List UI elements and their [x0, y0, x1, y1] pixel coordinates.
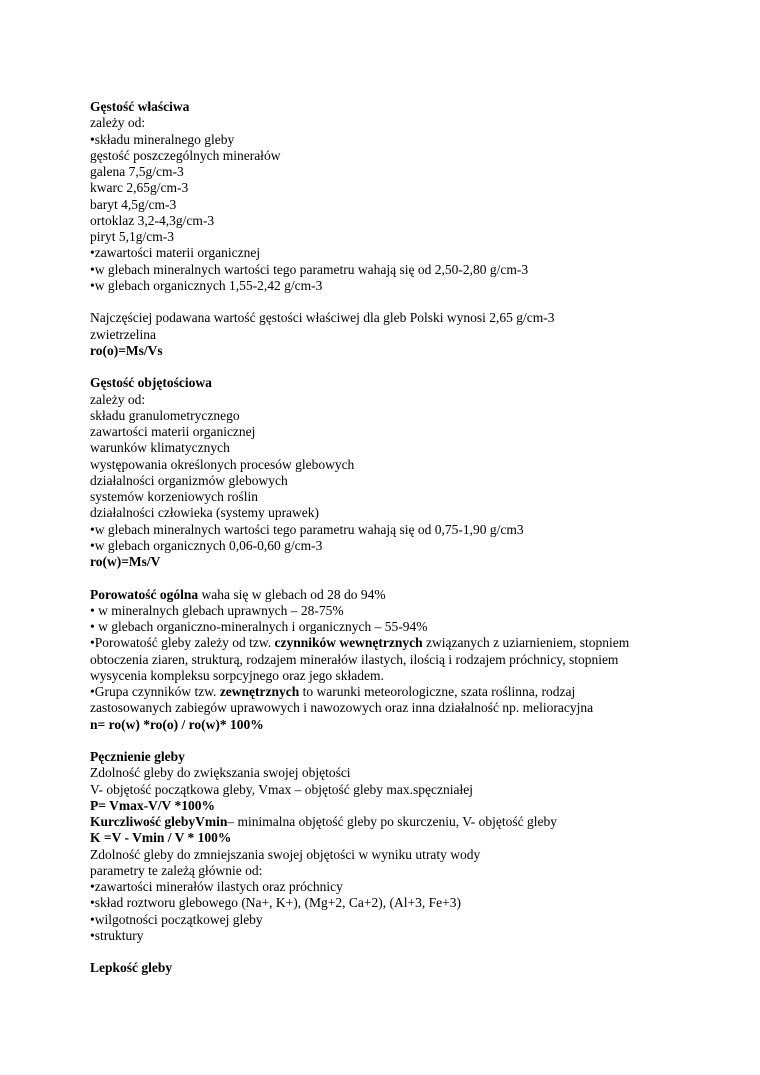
- text-line: [90, 294, 690, 310]
- text-run: V- objętość początkowa gleby, Vmax – objętość gleby max.spęczniałej: [90, 781, 474, 797]
- text-line: [90, 782, 690, 798]
- text-line: [90, 505, 690, 521]
- text-line: [90, 132, 690, 148]
- text-line: [90, 424, 690, 440]
- text-run: baryt 4,5g/cm-3: [90, 196, 177, 212]
- text-line: [90, 847, 690, 863]
- text-line: [90, 229, 690, 245]
- text-line: [90, 652, 690, 668]
- text-run: •wilgotności początkowej gleby: [90, 911, 263, 927]
- bold-text-run: Kurczliwość gleby: [90, 814, 196, 829]
- text-line: [90, 310, 690, 326]
- text-line: [90, 148, 690, 164]
- text-line: [90, 245, 690, 261]
- text-line: [90, 700, 690, 716]
- text-run: •struktury: [90, 927, 144, 943]
- text-run: • w glebach organiczno-mineralnych i organicznych – 55-94%: [90, 619, 428, 634]
- text-line: [90, 522, 690, 538]
- text-run: występowania określonych procesów glebowych: [90, 456, 355, 472]
- text-line: [90, 164, 690, 180]
- text-run: zależy od:: [90, 391, 146, 407]
- text-run: wysycenia kompleksu sorpcyjnego oraz jego składem.: [90, 667, 384, 683]
- document-text: [90, 99, 690, 977]
- text-line: [90, 863, 690, 879]
- text-line: [90, 960, 690, 976]
- text-line: [90, 213, 690, 229]
- text-line: [90, 570, 690, 586]
- text-line: [90, 278, 690, 294]
- text-line: [90, 538, 690, 554]
- text-run: zwietrzelina: [90, 326, 156, 342]
- text-line: [90, 879, 690, 895]
- text-run: •zawartości materii organicznej: [90, 245, 261, 261]
- text-line: [90, 798, 690, 814]
- text-line: [90, 375, 690, 391]
- text-run: •Porowatość gleby zależy od tzw.: [90, 635, 275, 651]
- text-line: [90, 733, 690, 749]
- text-line: [90, 635, 690, 651]
- text-run: działalności organizmów glebowych: [90, 472, 288, 488]
- bold-text-run: Porowatość ogólna: [90, 586, 199, 602]
- text-run: •zawartości minerałów ilastych oraz próchnicy: [90, 879, 343, 894]
- text-run: gęstość poszczególnych minerałów: [90, 147, 281, 163]
- text-line: [90, 830, 690, 846]
- text-line: [90, 587, 690, 603]
- text-line: [90, 749, 690, 765]
- text-line: [90, 717, 690, 733]
- text-run: waha się w glebach od 28 do 94%: [198, 586, 386, 602]
- text-line: [90, 115, 690, 131]
- text-line: [90, 814, 690, 830]
- text-line: [90, 684, 690, 700]
- bold-text-run: ro(o)=Ms/Vs: [90, 342, 163, 358]
- text-run: •w glebach organicznych 1,55-2,42 g/cm-3: [90, 277, 323, 293]
- text-run: galena 7,5g/cm-3: [90, 164, 184, 179]
- text-run: piryt 5,1g/cm-3: [90, 229, 174, 244]
- text-run: kwarc 2,65g/cm-3: [90, 180, 189, 196]
- text-line: [90, 765, 690, 781]
- text-run: • w mineralnych glebach uprawnych – 28-75%: [90, 602, 344, 618]
- bold-text-run: czynników wewnętrznych: [274, 635, 423, 651]
- bold-text-run: Gęstość objętościowa: [90, 375, 212, 391]
- text-run: systemów korzeniowych roślin: [90, 489, 258, 504]
- text-run: zawartości materii organicznej: [90, 424, 256, 439]
- bold-text-run: K =V - Vmin / V * 100%: [90, 830, 232, 846]
- text-run: działalności człowieka (systemy uprawek): [90, 505, 320, 521]
- bold-text-run: n= ro(w) *ro(o) / ro(w)* 100%: [90, 716, 264, 732]
- bold-text-run: P= Vmax-V/V *100%: [90, 797, 215, 813]
- text-line: [90, 408, 690, 424]
- text-line: [90, 457, 690, 473]
- text-run: zależy od:: [90, 115, 146, 131]
- text-run: to warunki meteorologiczne, szata roślinna, rodzaj: [299, 684, 576, 699]
- text-run: •w glebach mineralnych wartości tego parametru wahają się od 0,75-1,90 g/cm3: [90, 521, 524, 537]
- text-line: [90, 99, 690, 115]
- text-run: ortoklaz 3,2-4,3g/cm-3: [90, 212, 215, 228]
- text-line: [90, 489, 690, 505]
- text-line: [90, 895, 690, 911]
- text-line: [90, 327, 690, 343]
- text-line: [90, 668, 690, 684]
- bold-text-run: Lepkość gleby: [90, 960, 173, 976]
- text-line: [90, 928, 690, 944]
- text-run: Najczęściej podawana wartość gęstości właściwej dla gleb Polski wynosi 2,65 g/cm-3: [90, 310, 555, 326]
- text-line: [90, 262, 690, 278]
- text-run: Zdolność gleby do zmniejszania swojej objętości w wyniku utraty wody: [90, 846, 481, 862]
- bold-text-run: Pęcznienie gleby: [90, 749, 185, 764]
- bold-text-run: Vmin: [195, 814, 228, 829]
- text-run: – minimalna objętość gleby po skurczeniu, V- objętość gleby: [227, 814, 557, 829]
- text-line: [90, 554, 690, 570]
- text-line: [90, 392, 690, 408]
- text-run: •w glebach organicznych 0,06-0,60 g/cm-3: [90, 537, 323, 553]
- bold-text-run: Gęstość właściwa: [90, 99, 190, 114]
- bold-text-run: ro(w)=Ms/V: [90, 554, 161, 569]
- bold-text-run: zewnętrznych: [219, 684, 300, 699]
- text-run: obtoczenia ziaren, strukturą, rodzajem minerałów ilastych, ilością i rodzajem próchnicy, stopniem: [90, 651, 619, 667]
- text-run: •w glebach mineralnych wartości tego parametru wahają się od 2,50-2,80 g/cm-3: [90, 261, 529, 277]
- text-line: [90, 359, 690, 375]
- text-line: [90, 343, 690, 359]
- text-line: [90, 912, 690, 928]
- text-line: [90, 440, 690, 456]
- text-run: •składu mineralnego gleby: [90, 131, 235, 147]
- text-run: •skład roztworu glebowego (Na+, K+), (Mg+2, Ca+2), (Al+3, Fe+3): [90, 895, 461, 911]
- text-run: zastosowanych zabiegów uprawowych i nawozowych oraz inna działalność np. melioracyjna: [90, 700, 594, 716]
- text-line: [90, 197, 690, 213]
- text-line: [90, 944, 690, 960]
- text-run: Zdolność gleby do zwiększania swojej objętości: [90, 765, 351, 781]
- text-run: parametry te zależą głównie od:: [90, 862, 263, 878]
- text-run: składu granulometrycznego: [90, 407, 240, 423]
- text-line: [90, 619, 690, 635]
- text-run: związanych z uziarnieniem, stopniem: [422, 635, 630, 651]
- text-line: [90, 180, 690, 196]
- text-run: warunków klimatycznych: [90, 440, 230, 456]
- text-run: •Grupa czynników tzw.: [90, 684, 220, 699]
- text-line: [90, 603, 690, 619]
- text-line: [90, 473, 690, 489]
